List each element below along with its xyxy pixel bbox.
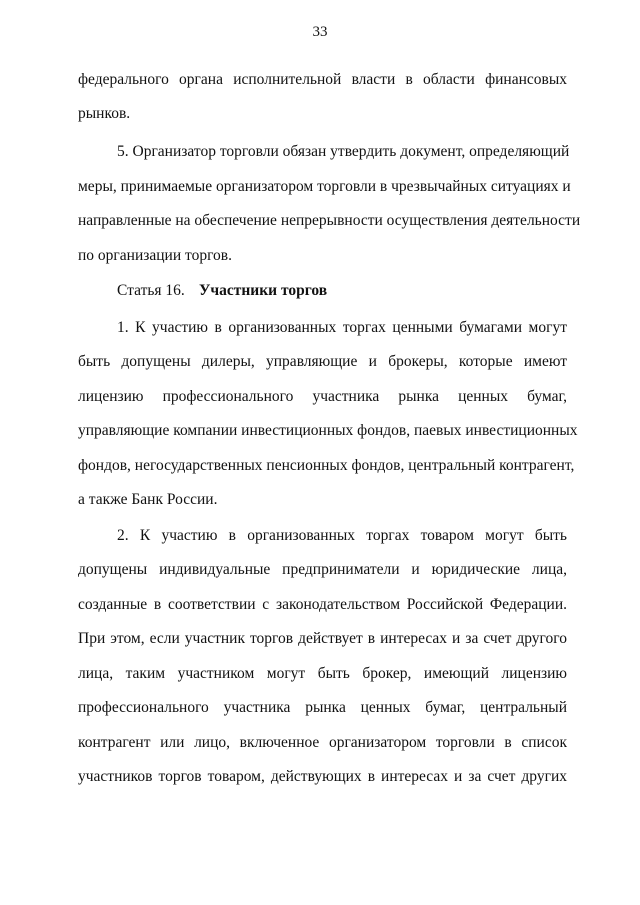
text-line: контрагент или лицо, включенное организатором торговли в список	[78, 734, 567, 751]
text-line: 2. К участию в организованных торгах товаром могут быть	[117, 527, 567, 544]
text-line: лицензию профессионального участника рынка ценных бумаг,	[78, 388, 567, 405]
text-line: профессионального участника рынка ценных бумаг, центральный	[78, 699, 567, 716]
text-line: 5. Организатор торговли обязан утвердить документ, определяющий	[117, 143, 570, 160]
text-line: направленные на обеспечение непрерывности осуществления деятельности	[78, 212, 581, 229]
article-title: Участники торгов	[199, 282, 328, 299]
text-line: фондов, негосударственных пенсионных фондов, центральный контрагент,	[78, 457, 575, 474]
article-number: Статья 16.	[117, 282, 185, 299]
text-line: федерального органа исполнительной власти в области финансовых	[78, 71, 567, 88]
text-line: по организации торгов.	[78, 247, 232, 264]
page-number: 33	[312, 24, 328, 40]
text-line: При этом, если участник торгов действует в интересах и за счет другого	[78, 630, 567, 647]
text-line: лица, таким участником могут быть брокер, имеющий лицензию	[78, 665, 567, 682]
text-line: меры, принимаемые организатором торговли в чрезвычайных ситуациях и	[78, 178, 571, 195]
text-line: созданные в соответствии с законодательством Российской Федерации.	[78, 596, 567, 613]
text-line: участников торгов товаром, действующих в интересах и за счет других	[78, 768, 567, 785]
text-line: а также Банк России.	[78, 491, 218, 508]
text-line: 1. К участию в организованных торгах ценными бумагами могут	[117, 319, 567, 336]
text-line: быть допущены дилеры, управляющие и брокеры, которые имеют	[78, 353, 567, 370]
text-line: допущены индивидуальные предприниматели и юридические лица,	[78, 561, 567, 578]
text-line: управляющие компании инвестиционных фондов, паевых инвестиционных	[78, 422, 578, 439]
article-heading	[117, 281, 327, 301]
text-line: рынков.	[78, 105, 131, 122]
